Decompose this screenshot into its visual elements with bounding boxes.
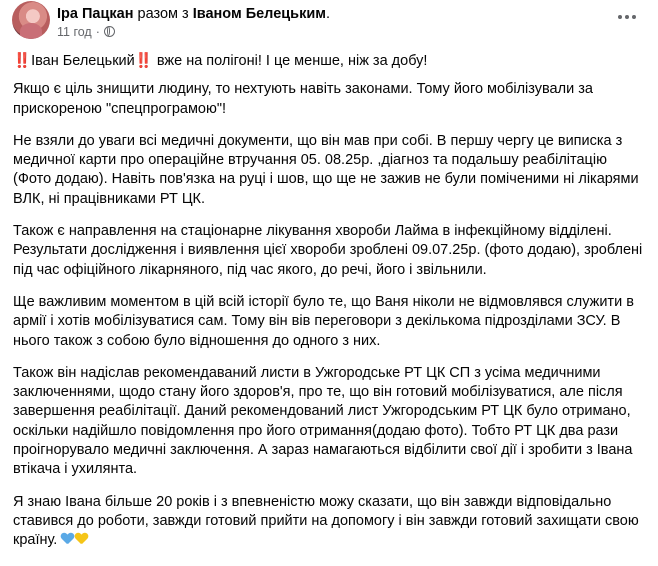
post-timestamp-link[interactable]: 11 год xyxy=(57,25,92,39)
author-name-link[interactable]: Іра Пацкан xyxy=(57,6,134,22)
post-meta xyxy=(57,24,115,40)
paragraph-2: Якщо є ціль знищити людину, то нехтують навіть законами. Тому його мобілізували за прискореною "спецпрограмою"! xyxy=(13,81,593,117)
blue-heart-icon xyxy=(61,533,74,546)
post-text xyxy=(13,52,645,566)
paragraph-1 xyxy=(13,52,645,71)
with-text: разом з xyxy=(137,6,189,22)
paragraph-4: Також є направлення на стаціонарне лікування хвороби Лайма в інфекційному відділені. Результати дослідження і виявлення цієї хвороби зроблені 09.07.25р. (фото додаю), зроблені під час офіційного лікарняного, під час якого, до речі, його і звільнили. xyxy=(13,223,643,278)
paragraph-5: Ще важливим моментом в цій всій історії було те, що Ваня ніколи не відмовлявся служити в армії і хотів мобілізуватися сам. Тому він вів переговори з декількома підрозділами ЗСУ. В нього також з собою було відношення до одного з них. xyxy=(13,293,634,349)
post-author-line xyxy=(57,5,330,23)
paragraph-7 xyxy=(13,493,645,553)
tagged-suffix: . xyxy=(326,6,331,22)
paragraph-1-name: Іван Белецький xyxy=(31,53,135,69)
paragraph-6: Також він надіслав рекомендаваний листи в Ужгородське РТ ЦК СП з усіма медичними заключеннями, щодо стану його здоров'я, про те, що він готовий мобілізуватися, але після завершення реабілітації. Даний рекомендований лист Ужгородським РТ ЦК було отримано, оскільки надійшло повідомлення про його отримання(додаю фото). Тобто РТ ЦК два рази проігнорувало медичні заключення. А зараз намагаються відбілити свої дії і зробити з Івана втікача і ухилянта. xyxy=(13,364,633,478)
paragraph-7-text: Я знаю Івана більше 20 років і з впевненістю можу сказати, що він завжди відповідально ставився до роботи, завжди готовий прийти на допомогу і він завжди готовий захищати свою країну. xyxy=(13,493,639,549)
globe-icon[interactable] xyxy=(104,26,115,37)
paragraph-1-text: вже на полігоні! І це менше, ніж за добу! xyxy=(152,53,428,69)
hearts-emoji xyxy=(61,533,89,552)
tagged-person-link[interactable]: Іваном Белецьким xyxy=(192,6,326,22)
more-options-icon[interactable] xyxy=(614,6,640,28)
avatar[interactable] xyxy=(12,1,50,39)
double-exclamation-icon: ‼️ xyxy=(134,53,151,69)
double-exclamation-icon: ‼️ xyxy=(13,53,30,69)
paragraph-3: Не взяли до уваги всі медичні документи, що він мав при собі. В першу чергу це виписка з медичної карти про операційне втручання 05. 08.25р. ,діагноз та подальшу реабілітацію (Фото додаю). Навіть пов'язка на руці і шов, що ще не зажив не були поміченими ні лікарями ВЛК, ні працівниками РТ ЦК. xyxy=(13,132,639,207)
meta-separator: · xyxy=(95,25,100,39)
yellow-heart-icon xyxy=(75,533,88,546)
post-header xyxy=(12,0,646,46)
